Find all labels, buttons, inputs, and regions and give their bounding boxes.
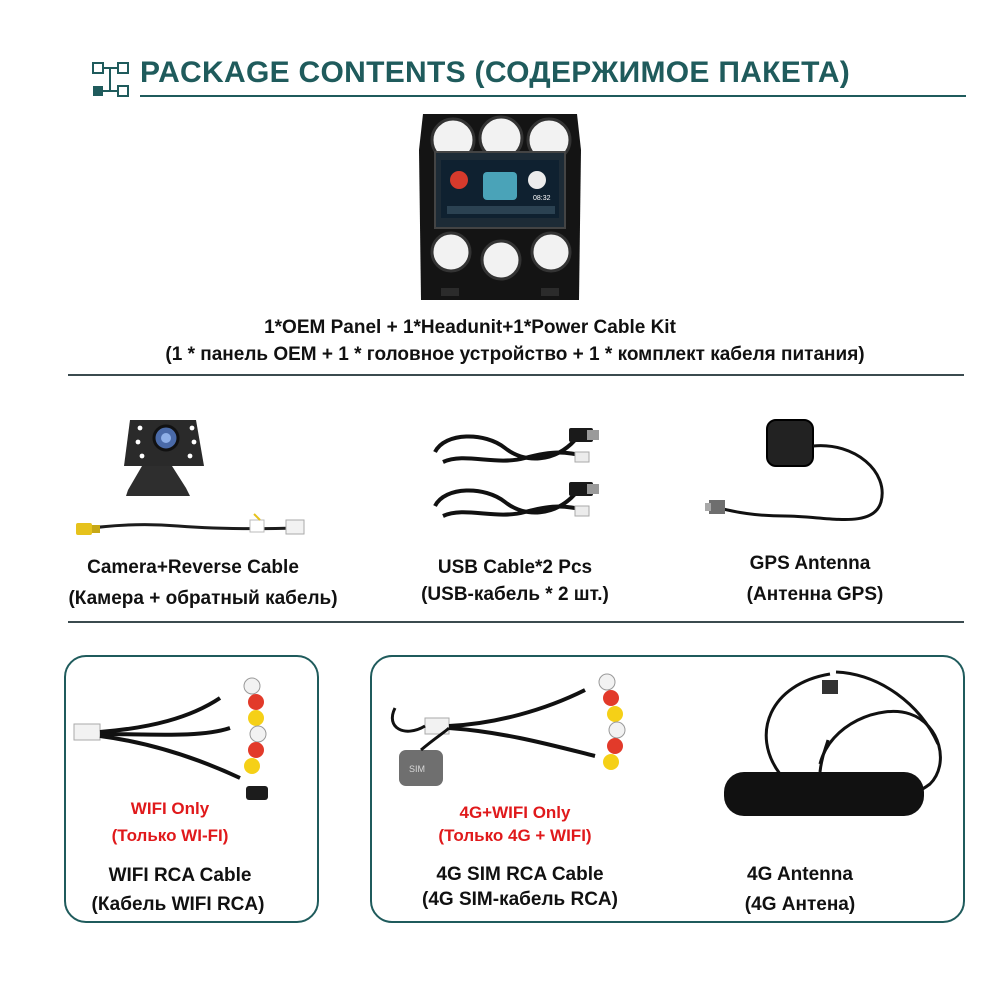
wifi-note-ru: (Только WI-FI) [111,826,229,845]
section-divider-2 [68,621,964,623]
lte-cable-caption-en: 4G SIM RCA Cable [436,864,604,885]
gps-antenna-image [705,412,895,542]
wifi-note-en: WIFI Only [130,799,210,818]
usb-caption-en: USB Cable*2 Pcs [437,557,593,578]
lte-cable-caption-ru: (4G SIM-кабель RCA) [422,889,618,910]
lte-sim-rca-cable-image [385,668,655,800]
section-divider [68,374,964,376]
sim-label: SIM [409,764,426,774]
head-unit-image [415,110,585,300]
gps-caption-ru: (Антенна GPS) [746,584,884,605]
lte-note-en: 4G+WIFI Only [459,803,571,822]
usb-cables-image [425,422,605,532]
lte-note-ru: (Только 4G + WIFI) [438,826,592,845]
gps-caption-en: GPS Antenna [749,553,871,574]
screen-clock: 08:32 [533,195,551,202]
wifi-cable-caption-ru: (Кабель WIFI RCA) [91,894,265,915]
lte-antenna-caption-ru: (4G Антена) [744,894,856,915]
wifi-rca-cable-image [70,668,300,808]
head-unit-caption-en: 1*OEM Panel + 1*Headunit+1*Power Cable Kit [264,317,676,338]
wifi-cable-caption-en: WIFI RCA Cable [108,865,252,886]
package-grid-icon [92,62,130,98]
reverse-camera-image [68,410,328,550]
lte-antenna-caption-en: 4G Antenna [747,864,853,885]
camera-caption-ru: (Камера + обратный кабель) [68,588,338,609]
usb-caption-ru: (USB-кабель * 2 шт.) [421,584,609,605]
camera-caption-en: Camera+Reverse Cable [87,557,299,578]
header-divider [140,95,966,97]
lte-antenna-image [710,664,950,834]
page-title: PACKAGE CONTENTS (СОДЕРЖИМОЕ ПАКЕТА) [140,56,851,89]
head-unit-caption-ru: (1 * панель OEM + 1 * головное устройство + 1 * комплект кабеля питания) [165,344,865,365]
